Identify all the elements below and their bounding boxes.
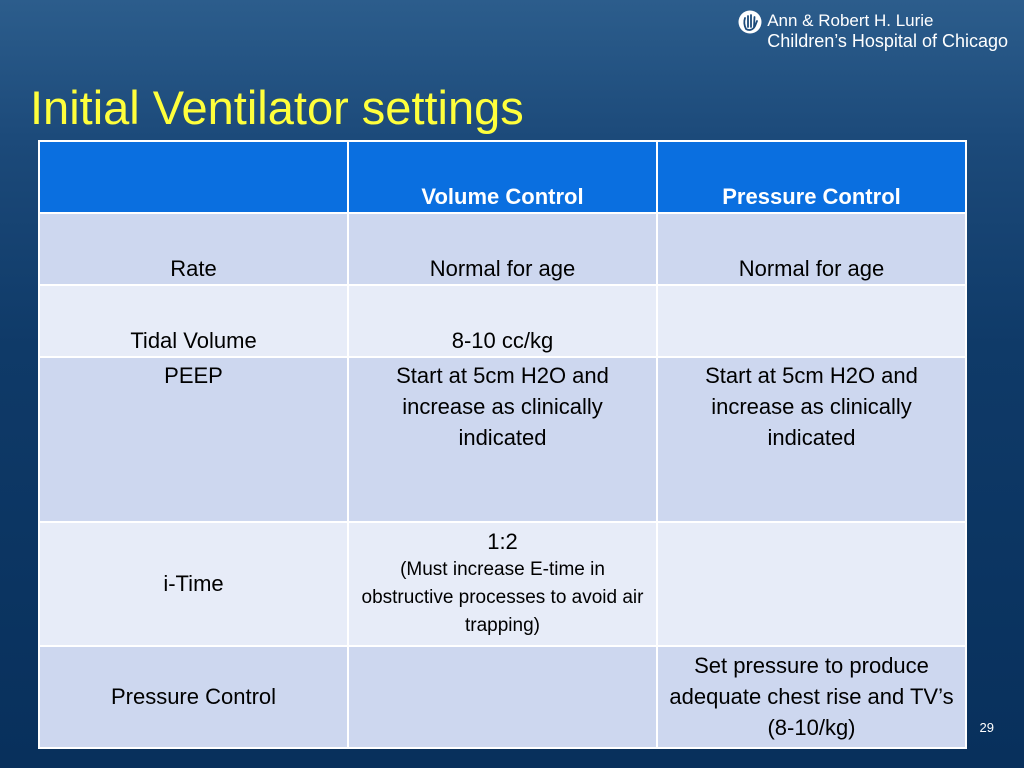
logo-line-1: Ann & Robert H. Lurie xyxy=(767,11,934,30)
hospital-logo xyxy=(738,10,1008,52)
table-row xyxy=(39,357,966,521)
header-pressure-control: Pressure Control xyxy=(657,141,966,213)
table-row xyxy=(39,522,966,646)
row-label: Rate xyxy=(39,213,348,285)
pressure-cell: Normal for age xyxy=(657,213,966,285)
hand-logo-icon xyxy=(738,10,762,34)
table-row xyxy=(39,213,966,285)
pressure-cell xyxy=(657,522,966,646)
logo-line-2: Children’s Hospital of Chicago xyxy=(767,31,1008,51)
row-label: Tidal Volume xyxy=(39,285,348,357)
pressure-cell: Set pressure to produce adequate chest rise and TV’s (8-10/kg) xyxy=(657,646,966,748)
table-row xyxy=(39,285,966,357)
pressure-cell xyxy=(657,285,966,357)
header-volume-control: Volume Control xyxy=(348,141,657,213)
volume-cell xyxy=(348,646,657,748)
ventilator-settings-table xyxy=(38,140,967,749)
row-label: Pressure Control xyxy=(39,646,348,748)
volume-cell xyxy=(348,522,657,646)
slide-title: Initial Ventilator settings xyxy=(30,81,524,134)
header-empty-cell xyxy=(39,141,348,213)
volume-cell: 8-10 cc/kg xyxy=(348,285,657,357)
row-label: i-Time xyxy=(39,522,348,646)
itime-note: (Must increase E-time in obstructive processes to avoid air trapping) xyxy=(361,558,644,636)
table-header-row xyxy=(39,141,966,213)
row-label: PEEP xyxy=(39,357,348,521)
volume-cell: Start at 5cm H2O and increase as clinically indicated xyxy=(348,357,657,521)
volume-cell: Normal for age xyxy=(348,213,657,285)
slide-number: 29 xyxy=(979,720,994,735)
itime-ratio: 1:2 xyxy=(487,528,518,554)
table-row xyxy=(39,646,966,748)
pressure-cell: Start at 5cm H2O and increase as clinically indicated xyxy=(657,357,966,521)
